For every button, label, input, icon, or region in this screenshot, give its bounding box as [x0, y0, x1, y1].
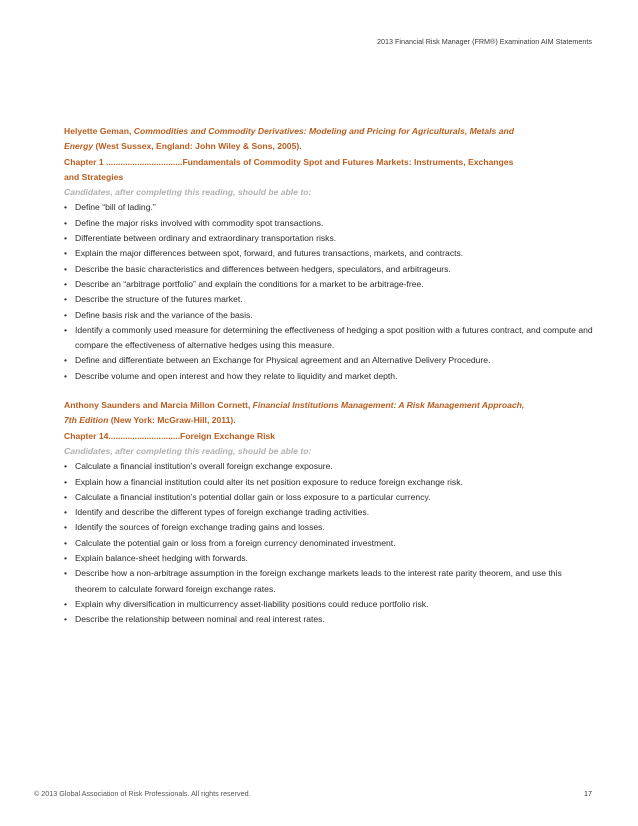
- aim-statement-text: Calculate a financial institution’s potential dollar gain or loss exposure to a particular currency.: [75, 491, 431, 502]
- aim-statement: [64, 475, 594, 490]
- aim-statement-text: Identify and describe the different types of foreign exchange trading activities.: [75, 507, 370, 518]
- aim-statement-text: Calculate a financial institution’s overall foreign exchange exposure.: [75, 461, 333, 472]
- reading-title-cont: 7th Edition: [64, 415, 109, 426]
- candidates-intro: Candidates, after completing this reading, should be able to:: [64, 445, 312, 456]
- bullet-icon: •: [64, 598, 68, 609]
- page-number: 17: [584, 789, 592, 798]
- reading-author: Helyette Geman,: [64, 126, 132, 136]
- bullet-icon: •: [64, 553, 68, 564]
- aim-statement: [64, 277, 594, 292]
- page-header: 2013 Financial Risk Manager (FRM®) Examination AIM Statements: [376, 37, 592, 46]
- bullet-icon: •: [64, 614, 68, 625]
- aim-statement: [64, 216, 594, 231]
- bullet-icon: •: [64, 355, 68, 366]
- aim-statement-text: Define the major risks involved with commodity spot transactions.: [75, 217, 324, 228]
- bullet-icon: •: [64, 522, 68, 533]
- aim-statement: [64, 200, 594, 215]
- aim-statement: [64, 459, 594, 474]
- reading-geman: [64, 124, 594, 384]
- aim-statement-text: Define basis risk and the variance of the basis.: [75, 309, 253, 320]
- bullet-icon: •: [64, 233, 68, 244]
- aim-statement: [64, 520, 594, 535]
- aim-statement-text: Explain balance-sheet hedging with forwards.: [75, 553, 248, 564]
- chapter-line: [64, 429, 594, 444]
- aim-statement: [64, 551, 594, 566]
- reading-title-cont: Energy: [64, 141, 94, 152]
- aim-statement-text: Describe the structure of the futures market.: [75, 294, 243, 305]
- aim-statement-text: Explain the major differences between spot, forward, and futures transactions, markets, and contracts.: [75, 248, 464, 259]
- aim-statement: [64, 246, 594, 261]
- bullet-icon: •: [64, 491, 68, 502]
- aim-statement: [64, 262, 594, 277]
- aim-statement: [64, 323, 594, 354]
- aim-statement-text: Describe the basic characteristics and differences between hedgers, speculators, and arbitrageurs.: [75, 263, 451, 274]
- bullet-icon: •: [64, 370, 68, 381]
- reading-citation-line-2: [64, 139, 594, 154]
- aim-statement-list: [64, 200, 594, 384]
- aim-statement-text: Explain why diversification in multicurrency asset-liability positions could reduce portfolio risk.: [75, 598, 429, 609]
- aim-statement-text: Describe the relationship between nominal and real interest rates.: [75, 614, 325, 625]
- copyright-notice: © 2013 Global Association of Risk Professionals. All rights reserved.: [34, 789, 251, 798]
- aim-statement: [64, 597, 594, 612]
- chapter-title: Fundamentals of Commodity Spot and Futures Markets: Instruments, Exchanges: [182, 156, 514, 167]
- bullet-icon: •: [64, 568, 68, 579]
- aim-statement: [64, 353, 594, 368]
- bullet-icon: •: [64, 324, 68, 335]
- aim-statement-text: Define “bill of lading.”: [75, 202, 156, 213]
- aim-statement: [64, 536, 594, 551]
- reading-citation-line-2: [64, 413, 594, 428]
- chapter-line: [64, 155, 594, 170]
- aim-statement-text: Identify a commonly used measure for determining the effectiveness of hedging a spot position with a futures contract, and compute and compare the effectiveness of alternative hedges using this measure.: [75, 324, 593, 351]
- aim-statement-text: Define and differentiate between an Exchange for Physical agreement and an Alternative Delivery Procedure.: [75, 355, 491, 366]
- reading-author: Anthony Saunders and Marcia Millon Cornett,: [64, 400, 251, 411]
- candidates-intro: Candidates, after completing this reading, should be able to:: [64, 187, 312, 198]
- aim-statement: [64, 490, 594, 505]
- bullet-icon: •: [64, 294, 68, 305]
- bullet-icon: •: [64, 309, 68, 320]
- reading-title: Commodities and Commodity Derivatives: Modeling and Pricing for Agriculturals, Metals and: [133, 126, 515, 136]
- chapter-label: Chapter 14..............................: [64, 430, 181, 441]
- chapter-title-cont: and Strategies: [64, 171, 124, 182]
- bullet-icon: •: [64, 217, 68, 228]
- reading-title: Financial Institutions Management: A Risk Management Approach,: [252, 400, 525, 411]
- page-footer: [34, 789, 592, 798]
- aim-statement-text: Calculate the potential gain or loss from a foreign currency denominated investment.: [75, 537, 396, 548]
- aim-statement-text: Explain how a financial institution could alter its net position exposure to reduce foreign exchange risk.: [75, 476, 463, 487]
- bullet-icon: •: [64, 507, 68, 518]
- aim-statement: [64, 369, 594, 384]
- aim-statement-text: Describe how a non-arbitrage assumption in the foreign exchange markets leads to the interest rate parity theorem, and use this theorem to calculate forward foreign exchange rates.: [75, 568, 562, 594]
- bullet-icon: •: [64, 248, 68, 259]
- aim-statement: [64, 505, 594, 520]
- reading-saunders-cornett: [64, 398, 594, 627]
- bullet-icon: •: [64, 202, 68, 213]
- reading-publisher: (West Sussex, England: John Wiley & Sons, 2005).: [95, 141, 302, 152]
- chapter-title: Foreign Exchange Risk: [180, 430, 276, 441]
- chapter-label: Chapter 1 ................................: [64, 156, 183, 167]
- aim-statement: [64, 292, 594, 307]
- bullet-icon: •: [64, 476, 68, 487]
- aim-statement: [64, 612, 594, 627]
- bullet-icon: •: [64, 537, 68, 548]
- reading-citation-line-1: [64, 398, 594, 413]
- aim-statement: [64, 566, 594, 597]
- reading-publisher: (New York: McGraw-Hill, 2011).: [110, 415, 236, 426]
- aim-statement: [64, 308, 594, 323]
- bullet-icon: •: [64, 263, 68, 274]
- content-area: [64, 124, 594, 642]
- reading-citation-line-1: [64, 124, 594, 139]
- aim-statement: [64, 231, 594, 246]
- aim-statement-text: Identify the sources of foreign exchange trading gains and losses.: [75, 522, 325, 533]
- bullet-icon: •: [64, 461, 68, 472]
- bullet-icon: •: [64, 278, 68, 289]
- aim-statement-text: Describe an “arbitrage portfolio” and explain the conditions for a market to be arbitrage-free.: [75, 278, 424, 289]
- aim-statement-list: [64, 459, 594, 627]
- aim-statement-text: Describe volume and open interest and how they relate to liquidity and market depth.: [75, 370, 398, 381]
- aim-statement-text: Differentiate between ordinary and extraordinary transportation risks.: [75, 233, 337, 244]
